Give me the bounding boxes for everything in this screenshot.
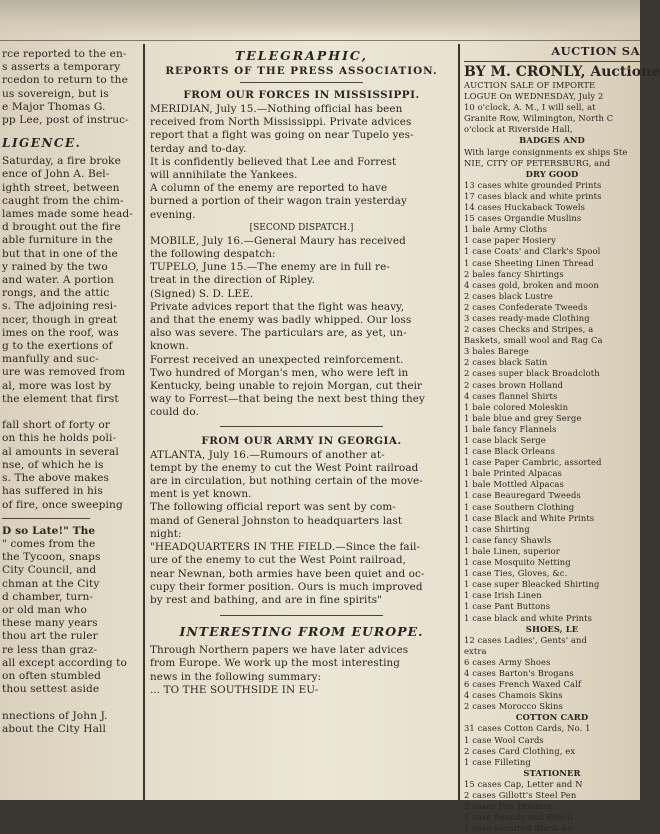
auction-intro-text	[464, 80, 640, 135]
list-item: 14 cases Huckaback Towels	[464, 202, 586, 213]
dry-goods-heading: DRY GOOD	[525, 168, 579, 179]
text-line: cupy their former position. Ours is much improved	[150, 580, 423, 593]
list-item: 1 case Black Orleans	[464, 446, 556, 457]
text-line: known.	[150, 340, 189, 353]
text-line: s asserts a temporary	[2, 61, 121, 74]
mississippi-report-text	[150, 103, 453, 222]
list-item: 1 case Southern Clothing	[464, 501, 575, 512]
text-line: chman at the City	[2, 577, 100, 590]
text-line: has suffered in his	[2, 485, 103, 498]
text-line: al, more was lost by	[2, 379, 112, 392]
list-item: 1 case Shirting	[464, 523, 530, 534]
text-line: re less than graz-	[2, 643, 98, 656]
list-item: 4 cases Barton's Brogans	[464, 667, 574, 678]
list-item: 2 cases Pen Holders	[464, 801, 552, 812]
text-line: Granite Row, Wilmington, North C	[464, 113, 614, 124]
text-line: could do.	[150, 406, 199, 419]
left-intro-text	[2, 48, 140, 127]
list-item: extra	[464, 645, 487, 656]
right-column	[464, 44, 660, 834]
section-divider-1	[220, 426, 383, 427]
text-line: report that a fight was going on near Tupelo yes-	[150, 129, 414, 142]
cotton-cards-list	[464, 723, 640, 767]
text-line: also was severe. The particulars are, as yet, un-	[150, 327, 407, 340]
text-line: ence of John A. Bel-	[2, 168, 110, 181]
text-line: and water. A portion	[2, 274, 114, 287]
late-heading: D so Late!" The	[2, 524, 96, 537]
list-item: 4 cases gold, broken and moon	[464, 279, 599, 290]
list-item: 2 cases black Lustre	[464, 290, 553, 301]
dry-goods-list	[464, 180, 640, 624]
list-item: 1 case Irish Linen	[464, 590, 542, 601]
left-column	[2, 48, 140, 800]
europe-report-text	[150, 644, 453, 697]
text-line: d brought out the fire	[2, 221, 121, 234]
list-item: 1 case Filleting	[464, 756, 531, 767]
list-item: 1 case Mosquito Netting	[464, 557, 571, 568]
text-line: ure was removed from	[2, 366, 126, 379]
text-line: thou settest aside	[2, 683, 100, 696]
list-item: 1 case Beauregard Tweeds	[464, 490, 581, 501]
text-line: 10 o'clock, A. M., I will sell, at	[464, 102, 596, 113]
badges-heading: BADGES AND	[519, 135, 585, 146]
text-line: It is confidently believed that Lee and Forrest	[150, 155, 397, 168]
list-item: 1 bale Linen, superior	[464, 545, 560, 556]
list-item: 2 cases Checks and Stripes, a	[464, 324, 594, 335]
text-line: on often stumbled	[2, 669, 102, 682]
text-line: all except according to	[2, 656, 128, 669]
list-item: 1 case Pencils and Pencil	[464, 812, 573, 823]
text-line: lames made some head-	[2, 208, 133, 221]
text-line: tempt by the enemy to cut the West Point railroad	[150, 461, 419, 474]
list-item: 1 case super Bleacked Shirting	[464, 579, 600, 590]
text-line: by rest and bathing, and are in fine spirits"	[150, 593, 383, 606]
text-line: rcedon to return to the	[2, 74, 128, 87]
text-line: night:	[150, 527, 182, 540]
text-line: y rained by the two	[2, 260, 108, 273]
text-line: Two hundred of Morgan's men, who were left in	[150, 366, 409, 379]
list-item: 1 bale Army Cloths	[464, 224, 548, 235]
list-item: 2 cases Gillott's Steel Pen	[464, 790, 577, 800]
list-item: 2 cases black Satin	[464, 357, 548, 368]
press-association-subhead: REPORTS OF THE PRESS ASSOCIATION.	[165, 65, 438, 77]
text-line: MERIDIAN, July 15.—Nothing official has been	[150, 103, 403, 115]
text-line: manfully and suc-	[2, 353, 99, 366]
text-line: the following despatch:	[150, 248, 276, 261]
stationery-list	[464, 779, 640, 834]
list-item: 17 cases black and white prints	[464, 190, 602, 201]
list-item: 31 cases Cotton Cards, No. 1	[464, 723, 591, 734]
list-item: 2 cases Confederate Tweeds	[464, 301, 588, 312]
list-item: 1 bale Printed Alpacas	[464, 468, 562, 479]
text-line: the Tycoon, snaps	[2, 551, 101, 564]
list-item: 1 case assorted Blank-bo	[464, 823, 573, 834]
text-line: imes on the roof, was	[2, 326, 119, 339]
list-item: 4 cases Chamois Skins	[464, 690, 563, 701]
stationery-heading: STATIONER	[523, 767, 581, 778]
text-line: or old man who	[2, 603, 87, 616]
text-line: ... TO THE SOUTHSIDE IN EU-	[150, 683, 319, 696]
mississippi-heading: FROM OUR FORCES IN MISSISSIPPI.	[183, 89, 420, 101]
europe-heading: INTERESTING FROM EUROPE.	[179, 624, 424, 640]
text-line: and that the enemy was badly whipped. Our loss	[150, 314, 412, 327]
text-line: (Signed) S. D. LEE.	[150, 287, 254, 300]
list-item: 2 cases Card Clothing, ex	[464, 745, 576, 756]
list-item: 1 case black and white Prints	[464, 612, 592, 623]
list-item: 1 bale fancy Flannels	[464, 423, 557, 434]
telegraphic-masthead: TELEGRAPHIC,	[234, 48, 369, 63]
list-item: 13 cases white grounded Prints	[464, 179, 602, 190]
fire-report-text	[2, 155, 140, 511]
list-item: 1 bale colored Moleskin	[464, 401, 569, 412]
shoes-heading: SHOES, LE	[525, 623, 579, 634]
column-rule-left	[143, 44, 145, 800]
section-divider-2	[220, 615, 383, 616]
list-item: 2 bales fancy Shirtings	[464, 268, 564, 279]
list-item: 2 cases Morocco Skins	[464, 701, 563, 712]
list-item: 1 case Black and White Prints	[464, 512, 595, 523]
list-item: 1 case paper Hosiery	[464, 235, 556, 246]
consignment-text	[464, 147, 640, 169]
list-item: 1 case fancy Shawls	[464, 534, 552, 545]
auction-header: AUCTION SA	[551, 44, 640, 58]
second-dispatch-label: [SECOND DISPATCH.]	[249, 222, 354, 233]
text-line: thou art the ruler	[2, 630, 98, 643]
list-item: 6 cases Army Shoes	[464, 656, 551, 667]
list-item: 1 case Paper Cambric, assorted	[464, 457, 602, 468]
text-line: way to Forrest—that being the next best thing they	[150, 393, 426, 406]
text-line: ATLANTA, July 16.—Rumours of another at-	[150, 448, 385, 461]
text-line: g to the exertions of	[2, 340, 113, 353]
text-line: With large consignments ex ships Ste	[464, 146, 628, 157]
text-line: e Major Thomas G.	[2, 100, 106, 113]
text-line: " comes from the	[2, 537, 96, 550]
text-line: NIE, CITY OF PETERSBURG, and	[464, 157, 611, 168]
text-line: near Newnan, both armies have been quiet and oc-	[150, 567, 425, 580]
text-line: Saturday, a fire broke	[2, 155, 121, 168]
column-rule-right	[458, 44, 460, 800]
text-line: evening.	[150, 208, 196, 221]
text-line: Forrest received an unexpected reinforcement.	[150, 353, 404, 366]
text-line: o'clock at Riverside Hall,	[464, 124, 573, 135]
text-line: ncer, though in great	[2, 313, 118, 326]
text-line: s. The adjoining resi-	[2, 300, 117, 313]
text-line: ighth street, between	[2, 181, 120, 194]
text-line: The following official report was sent by com-	[150, 501, 396, 514]
text-line: Through Northern papers we have later advices	[150, 644, 409, 657]
text-line: us sovereign, but is	[2, 87, 109, 100]
text-line: news in the following summary:	[150, 670, 322, 683]
text-line: ure of the enemy to cut the West Point railroad,	[150, 554, 406, 567]
auction-divider	[464, 61, 640, 62]
text-line: LOGUE On WEDNESDAY, July 2	[464, 91, 604, 102]
text-line: Kentucky, being unable to rejoin Morgan, cut their	[150, 380, 423, 393]
middle-column	[150, 48, 453, 800]
text-line: these many years	[2, 617, 98, 630]
list-item: 1 bale Mottled Alpacas	[464, 479, 564, 490]
text-line: will annihilate the Yankees.	[150, 169, 298, 182]
list-item: 1 bale blue and grey Serge	[464, 412, 582, 423]
text-line: mand of General Johnston to headquarters last	[150, 514, 403, 527]
text-line: terday and to-day.	[150, 142, 247, 155]
text-line: "HEADQUARTERS IN THE FIELD.—Since the fail-	[150, 541, 421, 554]
list-item: 4 cases flannel Shirts	[464, 390, 558, 401]
list-item: 6 cases French Waxed Calf	[464, 679, 582, 690]
text-line: d chamber, turn-	[2, 590, 94, 603]
text-line: received from North Mississippi. Private advices	[150, 116, 412, 129]
text-line: on this he holds poli-	[2, 432, 117, 445]
list-item: 1 case Sheeting Linen Thread	[464, 257, 594, 268]
text-line: the element that first	[2, 392, 119, 405]
text-line: TUPELO, June 15.—The enemy are in full re-	[150, 261, 390, 274]
cotton-cards-heading: COTTON CARD	[515, 712, 589, 723]
text-line: pp Lee, post of instruc-	[2, 114, 129, 127]
list-item: 3 cases ready-made Clothing	[464, 312, 590, 323]
list-item: 15 cases Organdie Muslins	[464, 213, 582, 224]
page-fold-shadow	[0, 0, 640, 38]
left-divider	[2, 518, 90, 519]
text-line: nnections of John J.	[2, 709, 108, 722]
text-line: fall short of forty or	[2, 419, 110, 432]
text-line	[2, 696, 140, 709]
text-line: of fire, once sweeping	[2, 498, 123, 511]
text-line	[2, 406, 140, 419]
text-line: MOBILE, July 16.—General Maury has received	[150, 234, 406, 247]
list-item: 1 case Pant Buttons	[464, 601, 551, 612]
text-line: about the City Hall	[2, 722, 106, 735]
list-item: 2 cases brown Holland	[464, 379, 564, 390]
text-line: AUCTION SALE OF IMPORTE	[464, 80, 596, 90]
text-line: al amounts in several	[2, 445, 119, 458]
list-item: 3 bales Barege	[464, 346, 529, 357]
list-item: 1 case Ties, Gloves, &c.	[464, 568, 568, 579]
text-line: City Council, and	[2, 564, 97, 577]
text-line: are in circulation, but nothing certain of the move-	[150, 475, 423, 488]
text-line: caught from the chim-	[2, 194, 124, 207]
text-line: s. The above makes	[2, 472, 110, 485]
text-line: from Europe. We work up the most interesting	[150, 657, 401, 670]
text-line: nse, of which he is	[2, 458, 104, 471]
list-item: 15 cases Cap, Letter and N	[464, 778, 583, 789]
left-section-heading: LIGENCE.	[2, 136, 82, 151]
text-line: rce reported to the en-	[2, 48, 127, 60]
georgia-report-text	[150, 449, 453, 607]
list-item: 1 case black Serge	[464, 435, 546, 445]
text-line: but that in one of the	[2, 247, 118, 260]
masthead-divider	[240, 82, 363, 83]
list-item: 2 cases super black Broadcloth	[464, 368, 600, 379]
mississippi-dispatch-text	[150, 235, 453, 420]
text-line: treat in the direction of Ripley.	[150, 274, 316, 287]
auctioneer-line: BY M. CRONLY, Auctione	[464, 64, 660, 80]
top-rule	[0, 40, 640, 41]
text-line: Private advices report that the fight was heavy,	[150, 300, 405, 313]
shoes-list	[464, 635, 640, 713]
text-line: ment is yet known.	[150, 488, 252, 501]
list-item: 1 case Wool Cards	[464, 734, 544, 745]
text-line: able furniture in the	[2, 234, 113, 247]
list-item: 12 cases Ladies', Gents' and	[464, 634, 587, 645]
text-line: rongs, and the attic	[2, 287, 110, 300]
list-item: 1 case Coats' and Clark's Spool	[464, 246, 601, 257]
georgia-heading: FROM OUR ARMY IN GEORGIA.	[201, 434, 402, 447]
late-article-text	[2, 538, 140, 736]
text-line: A column of the enemy are reported to have	[150, 182, 388, 195]
text-line: burned a portion of their wagon train yesterday	[150, 195, 407, 208]
list-item: Baskets, small wool and Rag Ca	[464, 335, 603, 346]
